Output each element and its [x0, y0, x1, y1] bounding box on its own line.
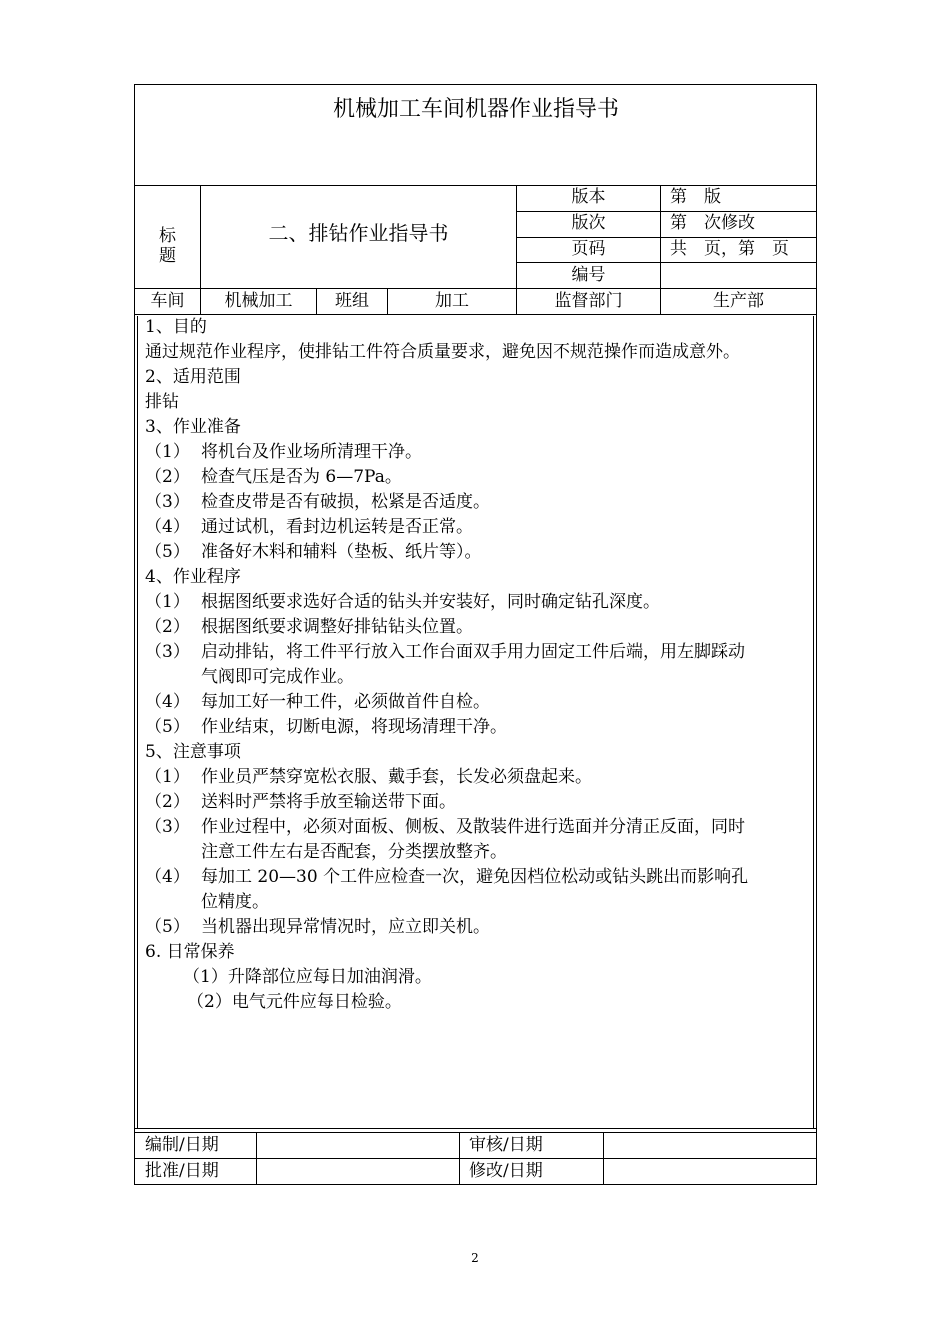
- list-item: （1） 作业员严禁穿宽松衣服、戴手套，长发必须盘起来。: [145, 767, 592, 787]
- meta-label-version: 版本: [571, 187, 606, 207]
- supervisor-label: 监督部门: [554, 291, 623, 311]
- list-item: （2） 检查气压是否为 6—7Pa。: [145, 467, 402, 487]
- workshop-value: 机械加工: [224, 291, 293, 311]
- title-label-char-2: 题: [159, 246, 176, 266]
- meta-label-revision: 版次: [571, 213, 606, 233]
- list-item-continuation: 气阀即可完成作业。: [201, 667, 354, 687]
- section-1-text: 通过规范作业程序，使排钻工件符合质量要求，避免因不规范操作而造成意外。: [145, 342, 740, 362]
- list-item: （1） 将机台及作业场所清理干净。: [145, 442, 422, 462]
- title-label-char-1: 标: [159, 226, 176, 246]
- section-2-text: 排钻: [145, 392, 179, 412]
- workshop-label: 车间: [150, 291, 185, 311]
- list-item: （2） 送料时严禁将手放至输送带下面。: [145, 792, 456, 812]
- list-item-continuation: 注意工件左右是否配套，分类摆放整齐。: [201, 842, 507, 862]
- team-value: 加工: [435, 291, 469, 311]
- list-item: （1）升降部位应每日加油润滑。: [183, 967, 432, 987]
- list-item: （3） 作业过程中，必须对面板、侧板、及散装件进行选面并分清正反面，同时: [145, 817, 745, 837]
- list-item: （3） 启动排钻，将工件平行放入工作台面双手用力固定工件后端，用左脚踩动: [145, 642, 745, 662]
- list-item: （4） 每加工好一种工件，必须做首件自检。: [145, 692, 490, 712]
- meta-value-revision: 第 次修改: [670, 213, 755, 233]
- list-item: （5） 作业结束，切断电源，将现场清理干净。: [145, 717, 507, 737]
- section-1-title: 1、目的: [145, 317, 207, 337]
- modified-date-label: 修改/日期: [469, 1161, 543, 1181]
- subtitle: 二、排钻作业指导书: [268, 221, 449, 245]
- section-6-title: 6. 日常保养: [145, 942, 235, 962]
- meta-value-page: 共 页，第 页: [670, 239, 789, 259]
- team-label: 班组: [335, 291, 369, 311]
- list-item-continuation: 位精度。: [201, 892, 269, 912]
- list-item: （5） 准备好木料和辅料（垫板、纸片等）。: [145, 542, 482, 562]
- section-3-title: 3、作业准备: [145, 417, 241, 437]
- page-number: 2: [471, 1251, 479, 1265]
- list-item: （2） 根据图纸要求调整好排钻钻头位置。: [145, 617, 473, 637]
- list-item: （4） 每加工 20—30 个工件应检查一次，避免因档位松动或钻头跳出而影响孔: [145, 867, 749, 887]
- title-label: [135, 226, 200, 266]
- list-item: （1） 根据图纸要求选好合适的钻头并安装好，同时确定钻孔深度。: [145, 592, 660, 612]
- reviewed-date-label: 审核/日期: [469, 1135, 543, 1155]
- section-4-title: 4、作业程序: [145, 567, 241, 587]
- meta-value-version: 第 版: [670, 187, 721, 207]
- section-5-title: 5、注意事项: [145, 742, 241, 762]
- meta-label-number: 编号: [571, 265, 606, 285]
- prepared-date-label: 编制/日期: [145, 1135, 219, 1155]
- list-item: （3） 检查皮带是否有破损，松紧是否适度。: [145, 492, 490, 512]
- list-item: （2）电气元件应每日检验。: [187, 992, 402, 1012]
- approved-date-label: 批准/日期: [145, 1161, 219, 1181]
- supervisor-value: 生产部: [713, 291, 764, 311]
- section-2-title: 2、适用范围: [145, 367, 241, 387]
- list-item: （5） 当机器出现异常情况时，应立即关机。: [145, 917, 490, 937]
- document-title: 机械加工车间机器作业指导书: [332, 97, 619, 122]
- meta-label-page: 页码: [571, 239, 606, 259]
- list-item: （4） 通过试机，看封边机运转是否正常。: [145, 517, 473, 537]
